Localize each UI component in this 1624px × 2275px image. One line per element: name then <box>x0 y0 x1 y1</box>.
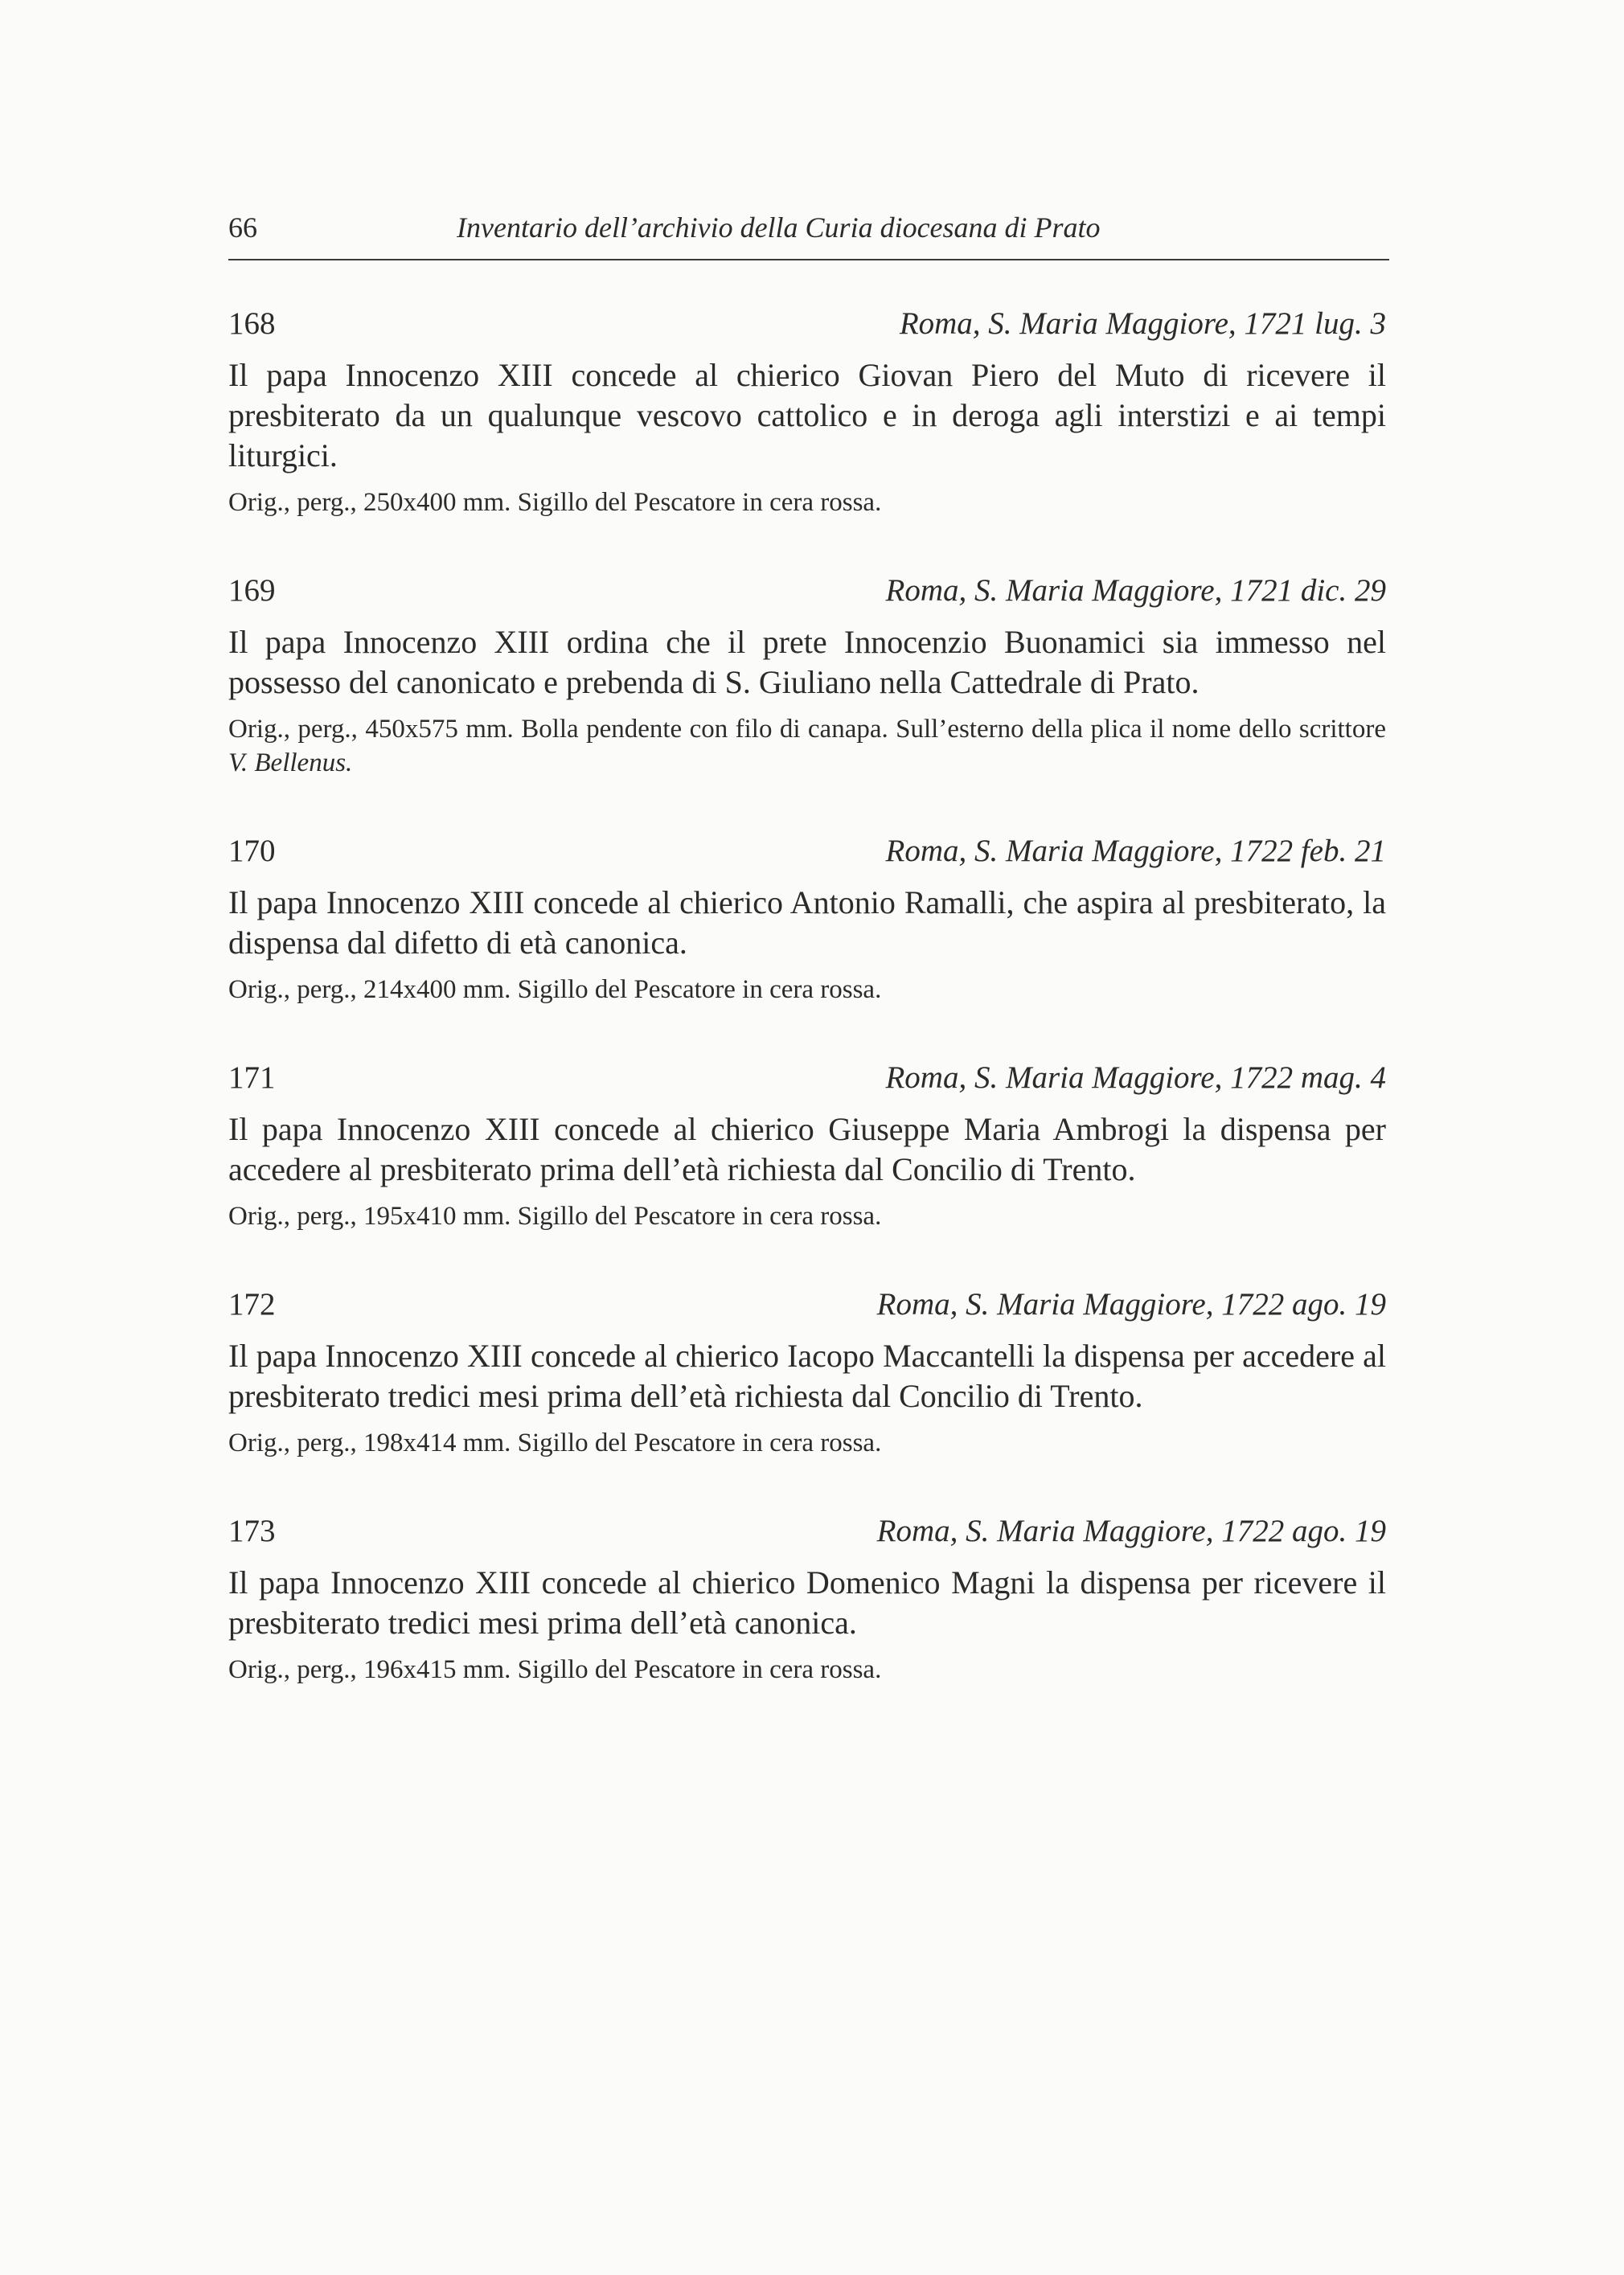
entry-head <box>228 833 1386 883</box>
entry-171 <box>228 1060 1386 1233</box>
entry-text: Il papa Innocenzo XIII concede al chierico Giuseppe Maria Ambrogi la dispensa per accedere al presbiterato prima dell’età richiesta dal Concilio di Trento. <box>228 1111 1386 1187</box>
entry-172 <box>228 1286 1386 1460</box>
entry-number: 169 <box>228 573 276 608</box>
entry-note: Orig., perg., 195x410 mm. Sigillo del Pescatore in cera rossa. <box>228 1202 882 1231</box>
entry-head <box>228 1286 1386 1336</box>
entry-number: 172 <box>228 1287 276 1322</box>
entry-note-text: Orig., perg., 450x575 mm. Bolla pendente con filo di canapa. Sull’esterno della plica il nome dello scrittore <box>228 715 1386 744</box>
entry-head <box>228 572 1386 622</box>
entry-place-date: Roma, S. Maria Maggiore, 1721 dic. 29 <box>885 573 1386 608</box>
entry-head <box>228 305 1386 355</box>
entry-text: Il papa Innocenzo XIII concede al chierico Domenico Magni la dispensa per ricevere il presbiterato tredici mesi prima dell’età canonica. <box>228 1564 1386 1641</box>
entry-number: 170 <box>228 834 276 868</box>
entry-text: Il papa Innocenzo XIII ordina che il prete Innocenzio Buonamici sia immesso nel possesso del canonicato e prebenda di S. Giuliano nella Cattedrale di Prato. <box>228 624 1386 700</box>
entry-head <box>228 1060 1386 1109</box>
entry-note: Orig., perg., 214x400 mm. Sigillo del Pescatore in cera rossa. <box>228 975 882 1004</box>
page-number: 66 <box>228 211 257 244</box>
scribe-name: V. Bellenus. <box>228 748 353 777</box>
entry-place-date: Roma, S. Maria Maggiore, 1722 ago. 19 <box>876 1287 1386 1322</box>
entry-170 <box>228 833 1386 1006</box>
entry-text: Il papa Innocenzo XIII concede al chierico Iacopo Maccantelli la dispensa per accedere al presbiterato tredici mesi prima dell’età richiesta dal Concilio di Trento. <box>228 1338 1386 1414</box>
running-header <box>228 211 1389 260</box>
entry-head <box>228 1513 1386 1563</box>
entry-number: 173 <box>228 1514 276 1548</box>
entry-note: Orig., perg., 196x415 mm. Sigillo del Pescatore in cera rossa. <box>228 1655 882 1684</box>
entry-place-date: Roma, S. Maria Maggiore, 1722 feb. 21 <box>885 834 1386 868</box>
running-title: Inventario dell’archivio della Curia diocesana di Prato <box>457 211 1101 244</box>
entry-place-date: Roma, S. Maria Maggiore, 1722 ago. 19 <box>876 1514 1386 1548</box>
entries-list <box>228 305 1386 1687</box>
entry-place-date: Roma, S. Maria Maggiore, 1722 mag. 4 <box>885 1060 1386 1095</box>
entry-note: Orig., perg., 250x400 mm. Sigillo del Pescatore in cera rossa. <box>228 488 882 517</box>
entry-number: 171 <box>228 1060 276 1095</box>
entry-169 <box>228 572 1386 780</box>
entry-173 <box>228 1513 1386 1687</box>
entry-168 <box>228 305 1386 519</box>
entry-number: 168 <box>228 306 276 341</box>
entry-text: Il papa Innocenzo XIII concede al chierico Giovan Piero del Muto di ricevere il presbiterato da un qualunque vescovo cattolico e in deroga agli interstizi e ai tempi liturgici. <box>228 357 1386 473</box>
entry-note: Orig., perg., 198x414 mm. Sigillo del Pescatore in cera rossa. <box>228 1429 882 1457</box>
entry-place-date: Roma, S. Maria Maggiore, 1721 lug. 3 <box>899 306 1386 341</box>
entry-text: Il papa Innocenzo XIII concede al chierico Antonio Ramalli, che aspira al presbiterato, la dispensa dal difetto di età canonica. <box>228 884 1386 961</box>
entry-note <box>228 712 1386 780</box>
